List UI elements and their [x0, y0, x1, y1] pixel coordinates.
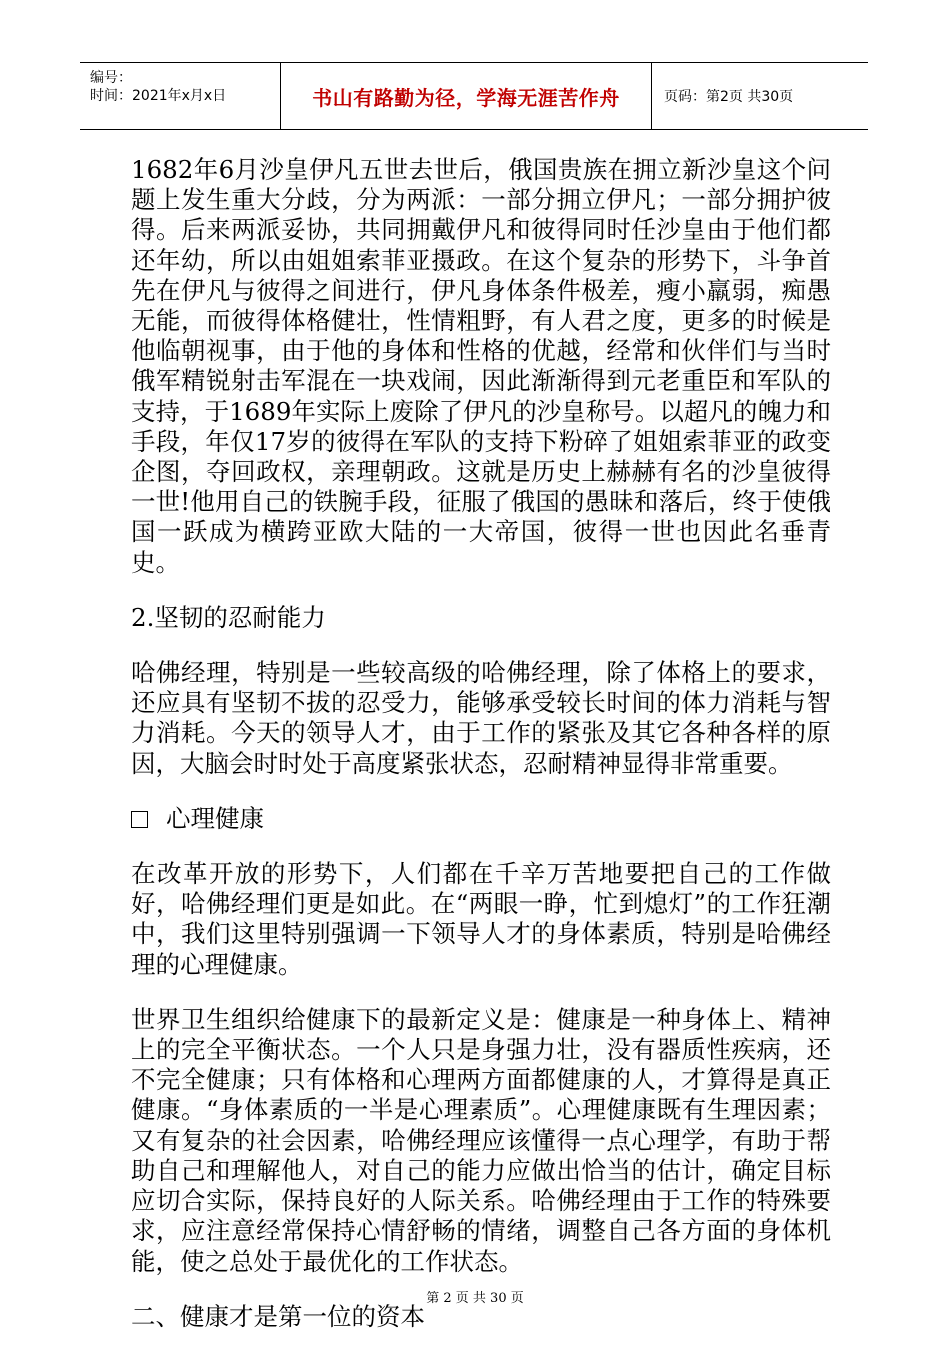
- mental-health-label: 心理健康: [166, 803, 264, 833]
- page-footer: 第 2 页 共 30 页: [426, 1291, 524, 1306]
- time-label: 时间：2021年x月x日: [90, 88, 227, 104]
- section-heading-endurance: 2.坚韧的忍耐能力: [131, 602, 326, 632]
- motto-text: 书山有路勤为径，学海无涯苦作舟: [312, 85, 620, 110]
- section-heading-health-capital: 二、健康才是第一位的资本: [131, 1301, 425, 1331]
- paragraph-endurance: 哈佛经理，特别是一些较高级的哈佛经理，除了体格上的要求，还应具有坚韧不拔的忍受力，能够承受较长时间的体力消耗与智力消耗。今天的领导人才，由于工作的紧张及其它各种各样的原因，大脑会时时处于高度紧张状态，忍耐精神显得非常重要。: [131, 658, 831, 778]
- paragraph-reform: 在改革开放的形势下，人们都在千辛万苦地要把自己的工作做好，哈佛经理们更是如此。在“两眼一睁，忙到熄灯”的工作狂潮中，我们这里特别强调一下领导人才的身体素质，特别是哈佛经理的心理健康。: [131, 859, 831, 979]
- checkbox-icon: [131, 811, 148, 828]
- section-heading-mental-health: [131, 804, 831, 834]
- page-info: 页码：第2页 共30页: [664, 89, 794, 105]
- header-meta-cell: [80, 63, 281, 129]
- header-motto-cell: [281, 63, 652, 129]
- paragraph-who-definition: 世界卫生组织给健康下的最新定义是：健康是一种身体上、精神上的完全平衡状态。一个人只是身强力壮，没有器质性疾病，还不完全健康；只有体格和心理两方面都健康的人，才算得是真正健康。“身体素质的一半是心理素质”。心理健康既有生理因素；又有复杂的社会因素，哈佛经理应该懂得一点心理学，有助于帮助自己和理解他人，对自己的能力应做出恰当的估计，确定目标应切合实际，保持良好的人际关系。哈佛经理由于工作的特殊要求，应注意经常保持心情舒畅的情绪，调整自己各方面的身体机能，使之总处于最优化的工作状态。: [131, 1004, 831, 1276]
- header-page-cell: [652, 63, 868, 129]
- number-label: 编号：: [90, 70, 132, 86]
- page-header: [80, 62, 868, 130]
- paragraph-peter-history: 1682年6月沙皇伊凡五世去世后，俄国贵族在拥立新沙皇这个问题上发生重大分歧，分为两派：一部分拥立伊凡；一部分拥护彼得。后来两派妥协，共同拥戴伊凡和彼得同时任沙皇由于他们都还年幼，所以由姐姐索菲亚摄政。在这个复杂的形势下，斗争首先在伊凡与彼得之间进行，伊凡身体条件极差，瘦小羸弱，痴愚无能，而彼得体格健壮，性情粗野，有人君之度，更多的时候是他临朝视事，由于他的身体和性格的优越，经常和伙伴们与当时俄军精锐射击军混在一块戏闹，因此渐渐得到元老重臣和军队的支持，于1689年实际上废除了伊凡的沙皇称号。以超凡的魄力和手段，年仅17岁的彼得在军队的支持下粉碎了姐姐索菲亚的政变企图，夺回政权，亲理朝政。这就是历史上赫赫有名的沙皇彼得一世!他用自己的铁腕手段，征服了俄国的愚昧和落后，终于使俄国一跃成为横跨亚欧大陆的一大帝国，彼得一世也因此名垂青史。: [131, 155, 831, 577]
- document-body: [131, 155, 831, 1357]
